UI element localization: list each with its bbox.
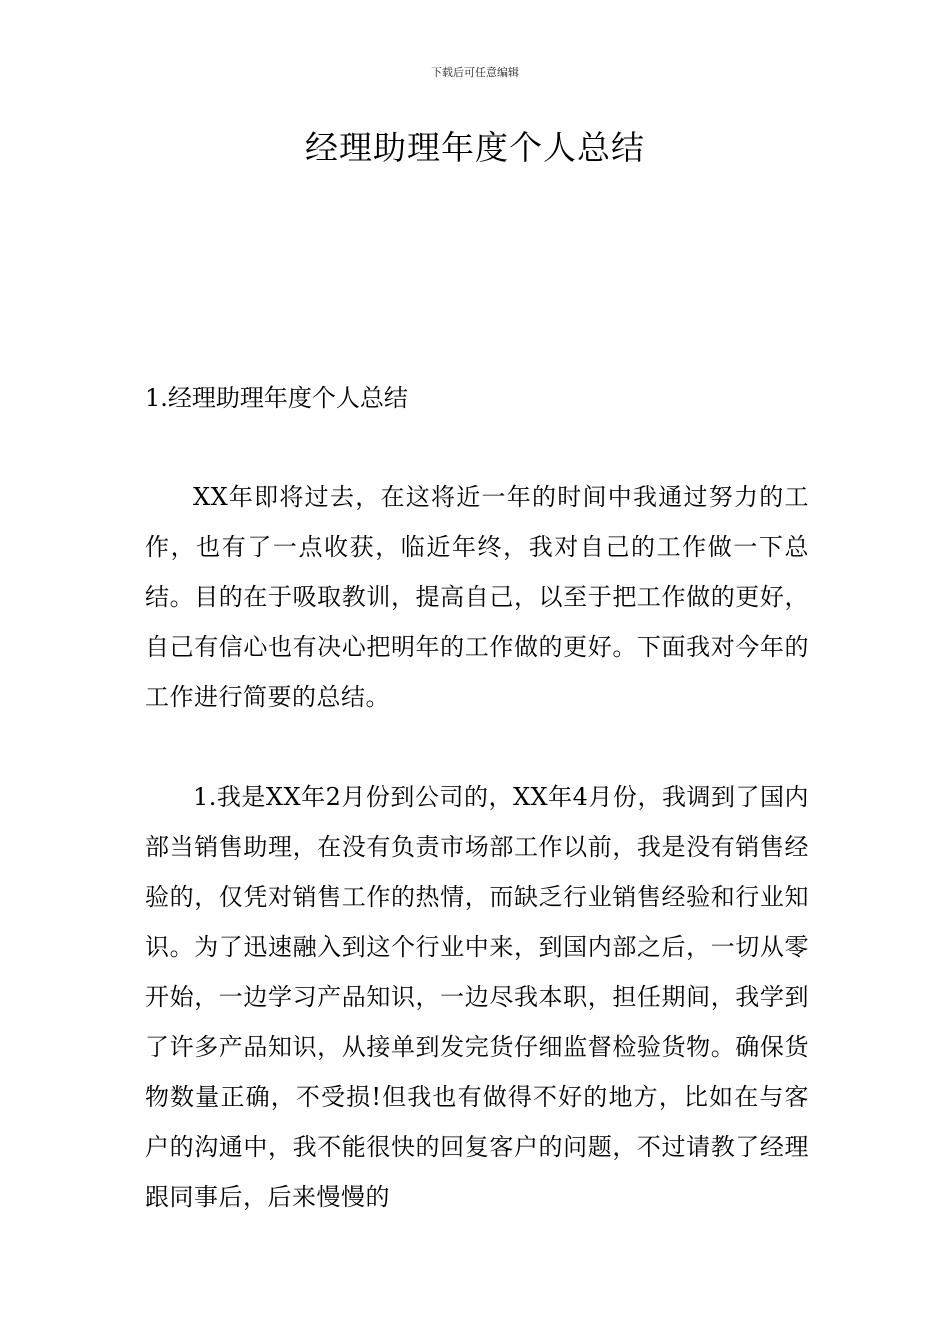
paragraph-intro: XX年即将过去，在这将近一年的时间中我通过努力的工作，也有了一点收获，临近年终，我对自己的工作做一下总结。目的在于吸取教训，提高自己，以至于把工作做的更好，自己有信心也有决心把明年的工作做的更好。下面我对今年的工作进行简要的总结。 — [145, 483, 809, 711]
section-heading: 1.经理助理年度个人总结 — [145, 384, 408, 412]
header-note: 下载后可任意编辑 — [431, 66, 519, 79]
document-title: 经理助理年度个人总结 — [305, 128, 645, 167]
paragraph-point-1: 1.我是XX年2月份到公司的，XX年4月份，我调到了国内部当销售助理，在没有负责市场部工作以前，我是没有销售经验的，仅凭对销售工作的热情，而缺乏行业销售经验和行业知识。为了迅速融入到这个行业中来，到国内部之后，一切从零开始，一边学习产品知识，一边尽我本职，担任期间，我学到了许多产品知识，从接单到发完货仔细监督检验货物。确保货物数量正确，不受损!但我也有做得不好的地方，比如在与客户的沟通中，我不能很快的回复客户的问题，不过请教了经理跟同事后，后来慢慢的 — [145, 783, 809, 1211]
